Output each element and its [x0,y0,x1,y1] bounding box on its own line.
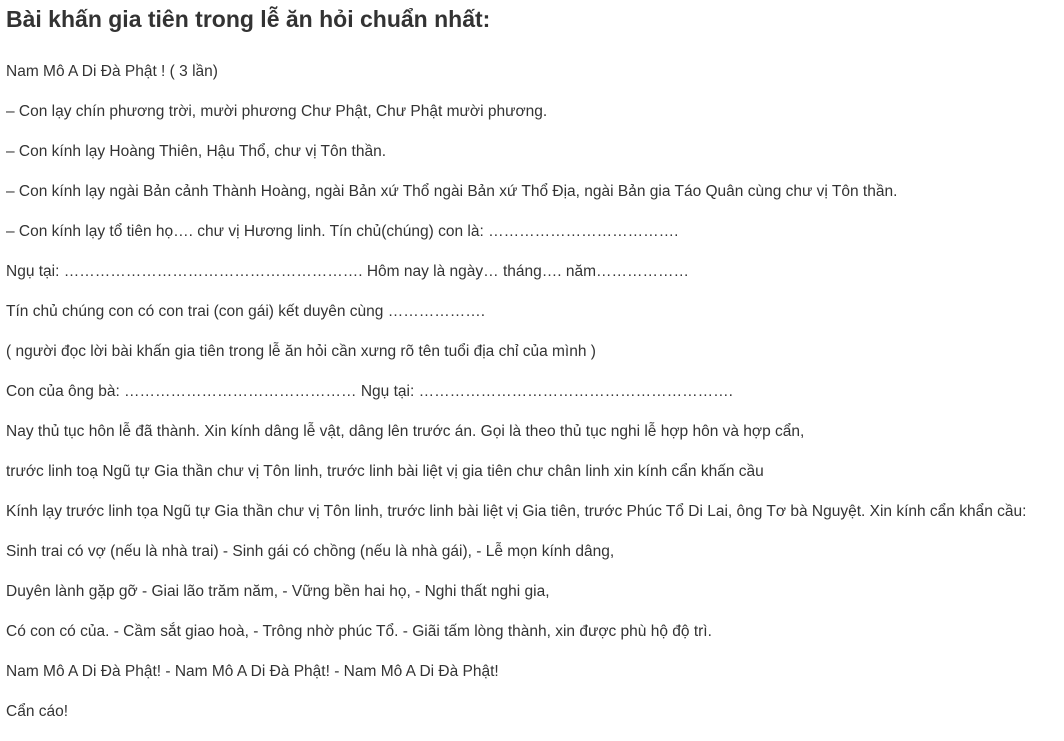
paragraph: Cẩn cáo! [6,703,69,720]
paragraph: Nam Mô A Di Đà Phật! - Nam Mô A Di Đà Phật! - Nam Mô A Di Đà Phật! [6,663,499,680]
paragraph: ( người đọc lời bài khấn gia tiên trong lễ ăn hỏi cần xưng rõ tên tuổi địa chỉ của mình ) [6,343,596,360]
paragraph: – Con kính lạy Hoàng Thiên, Hậu Thổ, chư vị Tôn thần. [6,143,387,160]
article-title: Bài khấn gia tiên trong lễ ăn hỏi chuẩn nhất: [6,6,491,32]
paragraph: Nay thủ tục hôn lễ đã thành. Xin kính dâng lễ vật, dâng lên trước án. Gọi là theo thủ tục nghi lễ hợp hôn và hợp cẩn, [6,423,805,440]
paragraph: Ngụ tại: …………………………………………………. Hôm nay là ngày… tháng…. năm……………… [6,263,690,280]
paragraph: Tín chủ chúng con có con trai (con gái) kết duyên cùng ………………. [6,303,486,320]
paragraph: Con của ông bà: ……………………………………… Ngụ tại: ……………………………………………………. [6,383,733,400]
paragraph: – Con kính lạy ngài Bản cảnh Thành Hoàng, ngài Bản xứ Thổ ngài Bản xứ Thổ Địa, ngài Bản gia Táo Quân cùng chư vị Tôn thần. [6,183,898,200]
paragraph: Kính lạy trước linh tọa Ngũ tự Gia thần chư vị Tôn linh, trước linh bài liệt vị Gia tiên, trước Phúc Tổ Di Lai, ông Tơ bà Nguyệt. Xin kính cẩn khẩn cầu: [6,503,1027,520]
paragraph: – Con kính lạy tổ tiên họ…. chư vị Hương linh. Tín chủ(chúng) con là: ………………………………. [6,223,679,240]
paragraph: Sinh trai có vợ (nếu là nhà trai) - Sinh gái có chồng (nếu là nhà gái), - Lễ mọn kính dâng, [6,543,615,560]
paragraph: – Con lạy chín phương trời, mười phương Chư Phật, Chư Phật mười phương. [6,103,548,120]
paragraph: Duyên lành gặp gỡ - Giai lão trăm năm, - Vững bền hai họ, - Nghi thất nghi gia, [6,583,550,600]
paragraph: Nam Mô A Di Đà Phật ! ( 3 lần) [6,63,218,80]
paragraph: trước linh toạ Ngũ tự Gia thần chư vị Tôn linh, trước linh bài liệt vị gia tiên chư chân linh xin kính cẩn khấn cầu [6,463,764,480]
paragraph: Có con có của. - Cầm sắt giao hoà, - Trông nhờ phúc Tổ. - Giãi tấm lòng thành, xin được phù hộ độ trì. [6,623,712,640]
